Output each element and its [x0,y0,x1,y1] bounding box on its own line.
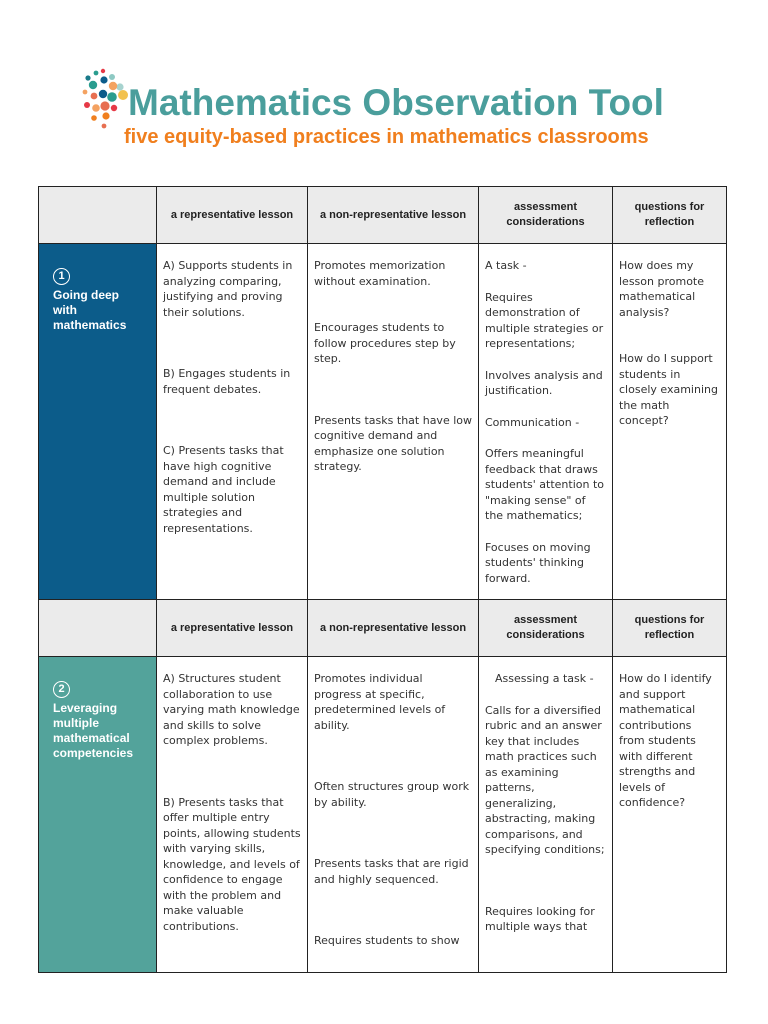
section-1-rep-item-b: B) Engages students in frequent debates. [163,367,291,396]
column-header-representative: a representative lesson [157,187,308,244]
section-1-number-badge: 1 [53,268,70,285]
section-1-questions-cell [613,244,727,600]
header-empty-cell-repeat [39,600,157,657]
section-2-non-representative-cell [308,657,479,973]
section-2-number-badge: 2 [53,681,70,698]
section-2-question-1: How do I identify and support mathematical contributions from students with different strengths and levels of confidence? [619,672,712,809]
section-1-label [39,244,157,600]
column-header-representative-repeat: a representative lesson [157,600,308,657]
section-1-question-1: How does my lesson promote mathematical analysis? [619,259,705,319]
section-2-nonrep-item-1: Promotes individual progress at specific, predetermined levels of ability. [314,672,446,732]
column-header-questions-repeat: questions for reflection [613,600,727,657]
section-2-questions-cell [613,657,727,973]
section-2-representative-cell [157,657,308,973]
section-1-name: Going deep with mathematics [53,288,127,332]
column-header-non-representative: a non-representative lesson [308,187,479,244]
section-1-assessment-cell [479,244,613,600]
section-2-label [39,657,157,973]
section-1-assess-item-1: A task - [485,259,527,272]
section-2-assess-item-1: Assessing a task - [495,672,594,685]
section-1-non-representative-cell [308,244,479,600]
section-1-assess-item-2: Requires demonstration of multiple strategies or representations; [485,290,604,350]
section-1-question-2: How do I support students in closely examining the math concept? [619,352,718,427]
section-1-rep-item-c: C) Presents tasks that have high cognitive demand and include multiple solution strategies and representations. [163,444,284,535]
section-2-nonrep-item-4: Requires students to show [314,934,460,947]
section-1-nonrep-item-3: Presents tasks that have low cognitive demand and emphasize one solution strategy. [314,413,472,473]
document-header [82,68,722,158]
column-header-non-representative-repeat: a non-representative lesson [308,600,479,657]
section-2-nonrep-item-3: Presents tasks that are rigid and highly sequenced. [314,857,469,886]
section-1-assess-item-4: Communication - [485,415,580,429]
section-1-assess-item-6: Focuses on moving students' thinking forward. [485,540,591,585]
section-1-nonrep-item-1: Promotes memorization without examination. [314,259,446,288]
section-2-name: Leveraging multiple mathematical competencies [53,701,134,760]
section-1-nonrep-item-2: Encourages students to follow procedures step by step. [314,321,456,365]
section-1-representative-cell [157,244,308,600]
section-2-assess-item-3: Requires looking for multiple ways that [485,904,595,933]
section-2-assess-item-2: Calls for a diversified rubric and an answer key that includes math practices such as examining patterns, generalizing, abstracting, making comparisons, and specifying conditions; [485,703,605,856]
section-1-assess-item-5: Offers meaningful feedback that draws students' attention to "making sense" of the mathematics; [485,447,605,522]
observation-table [38,186,727,973]
table-row-section-2 [39,657,727,973]
section-2-rep-item-b: B) Presents tasks that offer multiple entry points, allowing students with varying skills, knowledge, and levels of confidence to engage with the problem and make valuable contributions. [163,795,301,933]
section-1-rep-item-a: A) Supports students in analyzing comparing, justifying and proving their solutions. [163,259,293,319]
page-subtitle: five equity-based practices in mathematics classrooms [124,126,649,148]
section-2-nonrep-item-2: Often structures group work by ability. [314,780,470,809]
column-header-questions: questions for reflection [613,187,727,244]
column-header-assessment: assessment considerations [479,187,613,244]
section-2-assessment-cell [479,657,613,973]
table-header-row-repeat [39,600,727,657]
column-header-assessment-repeat: assessment considerations [479,600,613,657]
header-empty-cell [39,187,157,244]
section-1-assess-item-3: Involves analysis and justification. [485,368,603,397]
table-row-section-1 [39,244,727,600]
section-2-rep-item-a: A) Structures student collaboration to use varying math knowledge and skills to solve complex problems. [163,672,300,747]
page-title: Mathematics Observation Tool [128,82,664,123]
table-header-row [39,187,727,244]
